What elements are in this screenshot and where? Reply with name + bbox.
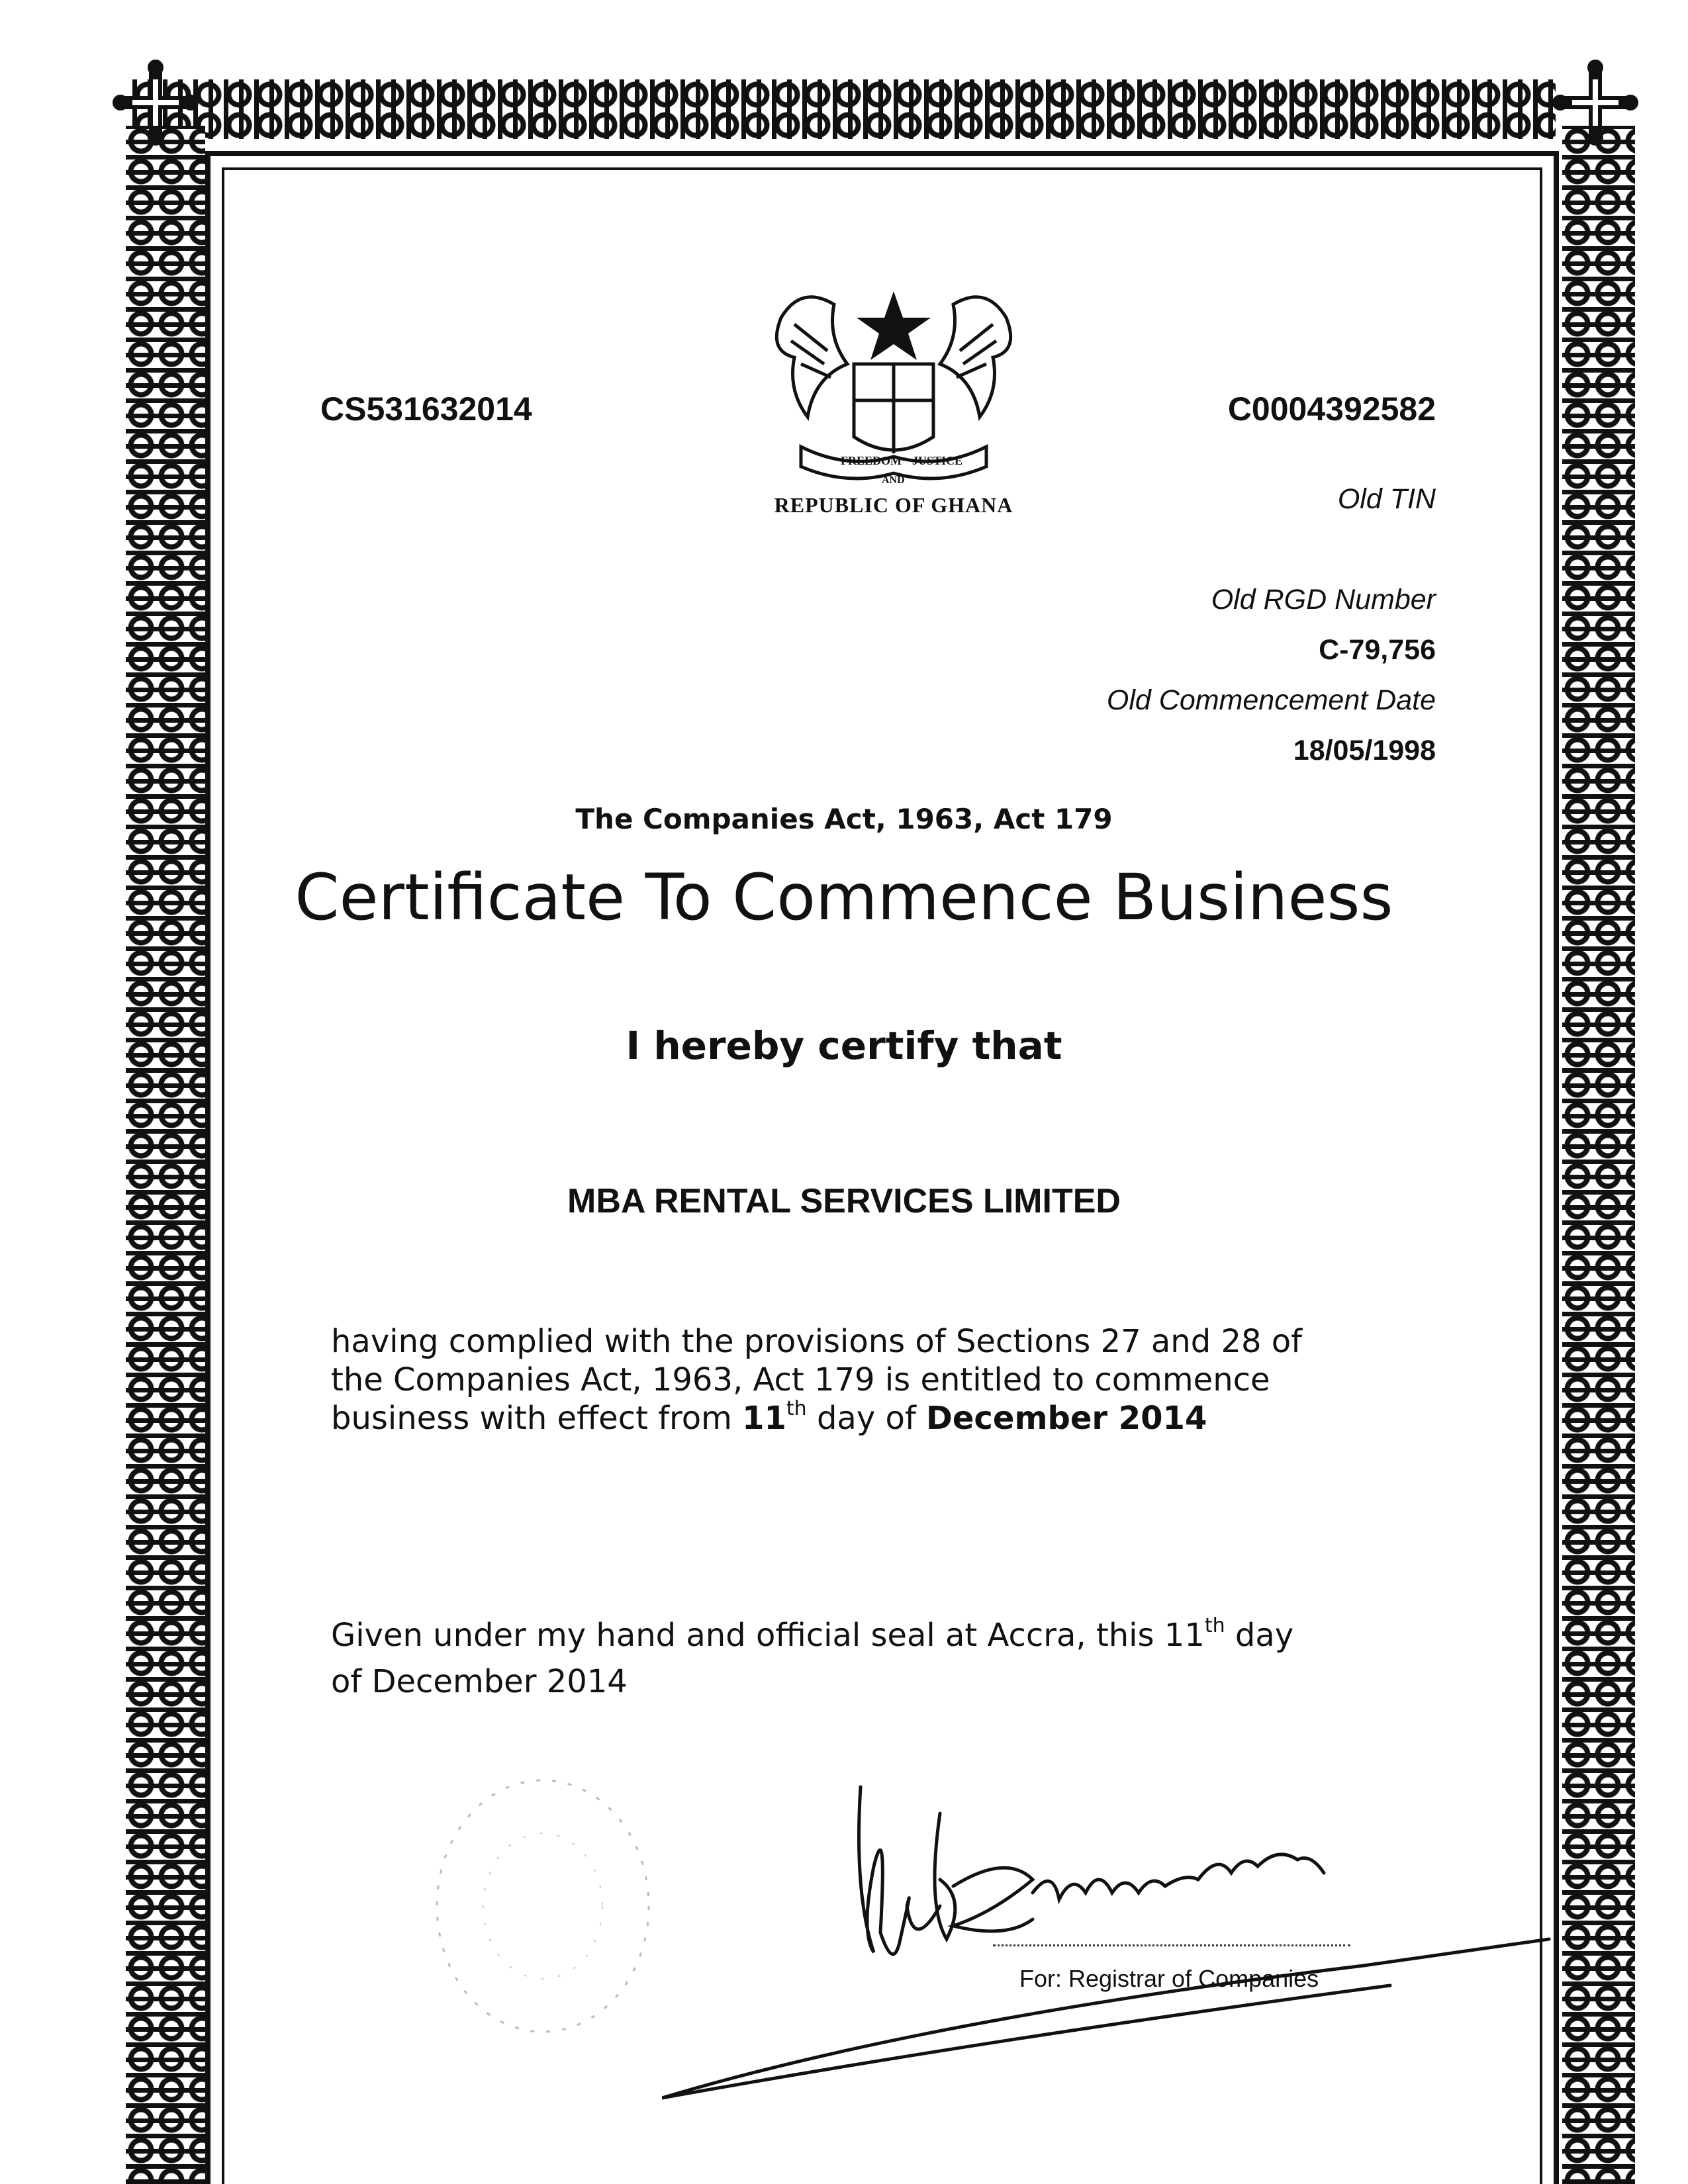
registration-number: C0004392582 <box>1227 390 1436 428</box>
left-ornamental-border <box>126 126 205 2184</box>
motto-and: AND <box>882 475 905 486</box>
given-prefix: Given under my hand and official seal at Accra, this <box>331 1617 1164 1654</box>
given-line-2: of December 2014 <box>331 1663 628 1700</box>
effect-prefix: business with effect from <box>331 1400 743 1437</box>
old-rgd-value: C-79,756 <box>1319 634 1436 666</box>
given-day-suffix: th <box>1204 1614 1225 1637</box>
old-rgd-label: Old RGD Number <box>1211 584 1436 615</box>
old-commencement-label: Old Commencement Date <box>1106 684 1436 716</box>
official-seal-icon <box>424 1760 662 2052</box>
certify-statement: I hereby certify that <box>626 1023 1062 1068</box>
registrar-label: For: Registrar of Companies <box>1019 1965 1319 1992</box>
compliance-line-1: having complied with the provisions of Sections 27 and 28 of <box>331 1323 1303 1360</box>
given-after-day: day <box>1225 1617 1294 1654</box>
top-ornamental-border <box>132 79 1556 139</box>
ghana-coat-of-arms-icon <box>755 278 1033 496</box>
motto-freedom: FREEDOM <box>841 454 902 467</box>
compliance-paragraph <box>331 1322 1403 1437</box>
given-day: 11 <box>1164 1617 1205 1654</box>
certificate-number: CS531632014 <box>320 390 532 428</box>
effect-day: 11 <box>742 1400 786 1437</box>
signature-line <box>993 1944 1350 1946</box>
given-line-1 <box>331 1612 1403 1659</box>
effect-day-suffix: th <box>786 1397 807 1420</box>
company-name: MBA RENTAL SERVICES LIMITED <box>567 1182 1121 1220</box>
effect-day-of: day of <box>806 1400 927 1437</box>
old-tin-label: Old TIN <box>1337 483 1436 515</box>
top-left-corner-cross-icon <box>113 60 199 146</box>
compliance-line-2: the Companies Act, 1963, Act 179 is entitled to commence <box>331 1361 1270 1398</box>
compliance-line-3 <box>331 1399 1403 1437</box>
certificate-title: Certificate To Commence Business <box>295 860 1393 934</box>
top-right-corner-cross-icon <box>1552 60 1638 146</box>
act-reference: The Companies Act, 1963, Act 179 <box>575 803 1113 835</box>
republic-label: REPUBLIC OF GHANA <box>774 493 1013 517</box>
motto-justice: JUSTICE <box>912 454 963 467</box>
effect-month-year: December 2014 <box>926 1400 1207 1437</box>
given-paragraph <box>331 1612 1403 1705</box>
old-commencement-value: 18/05/1998 <box>1293 735 1436 766</box>
